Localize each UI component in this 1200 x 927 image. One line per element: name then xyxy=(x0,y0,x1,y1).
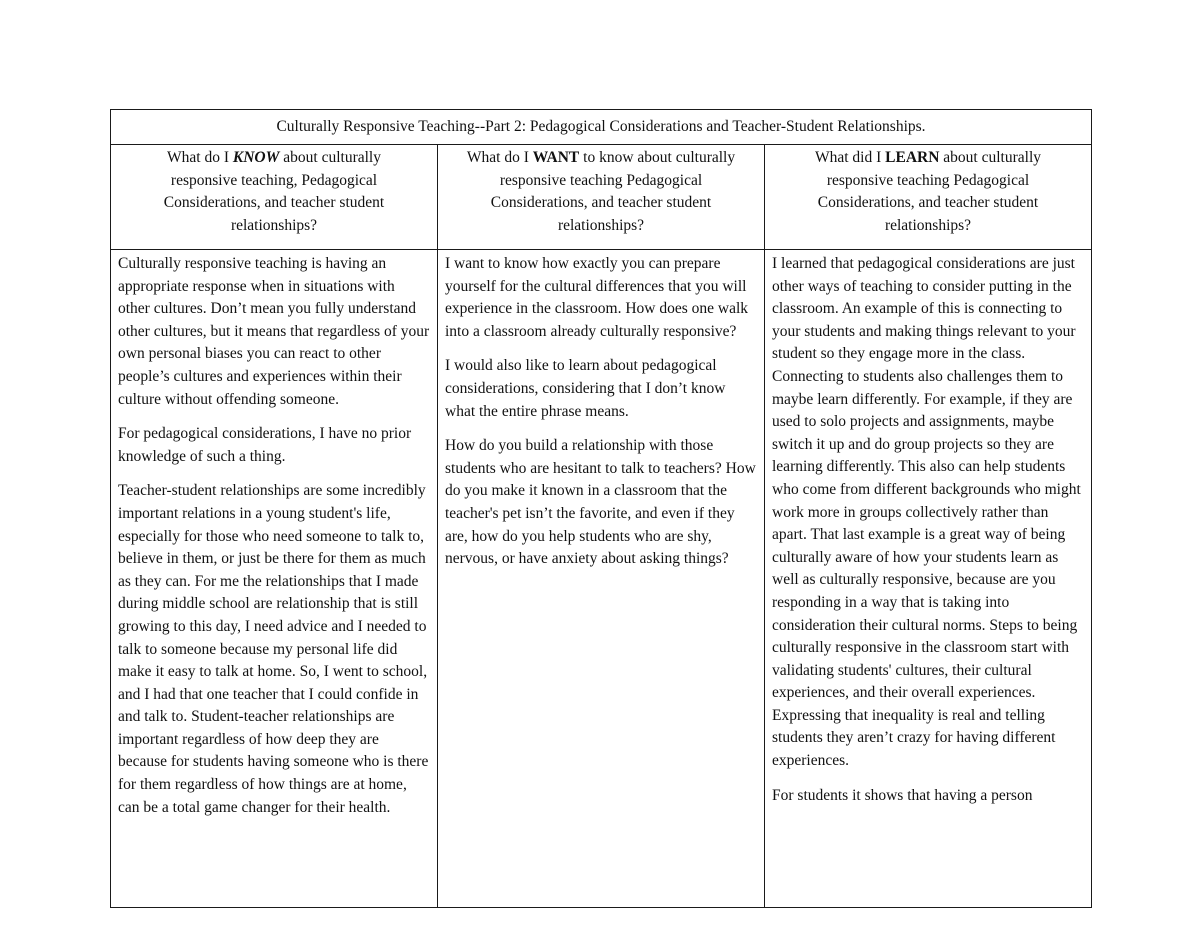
want-keyword: WANT xyxy=(532,149,580,166)
kwl-table xyxy=(110,109,1092,908)
know-paragraph-1: Culturally responsive teaching is having an appropriate response when in situations with other cultures. Don’t mean you fully understand other cultures, but it means that regardless of your own personal biases you can react to other people’s cultures and experiences within their culture without offending someone. xyxy=(118,255,430,408)
content-row xyxy=(111,250,1092,908)
know-column-header xyxy=(111,145,438,250)
want-paragraph-3: How do you build a relationship with those students who are hesitant to talk to teachers? How do you make it known in a classroom that the teacher's pet isn’t the favorite, and even if they are, how do you help students who are shy, nervous, or have anxiety about asking things? xyxy=(445,437,756,568)
know-column-body xyxy=(111,250,438,908)
learn-header-suffix: about culturally responsive teaching Pedagogical Considerations, and teacher student relationships? xyxy=(817,149,1042,234)
know-header-prefix: What do I xyxy=(167,149,233,166)
header-row xyxy=(111,145,1092,250)
know-paragraph-2: For pedagogical considerations, I have no prior knowledge of such a thing. xyxy=(118,425,412,465)
want-column-body xyxy=(438,250,765,908)
know-header-suffix: about culturally responsive teaching, Pedagogical Considerations, and teacher student relationships? xyxy=(163,149,385,234)
table-title: Culturally Responsive Teaching--Part 2: Pedagogical Considerations and Teacher-Student Relationships. xyxy=(111,110,1092,145)
want-paragraph-1: I want to know how exactly you can prepare yourself for the cultural differences that you will experience in the classroom. How does one walk into a classroom already culturally responsive? xyxy=(445,255,749,340)
learn-column-body xyxy=(765,250,1092,908)
know-paragraph-3: Teacher-student relationships are some incredibly important relations in a young student's life, especially for those who need someone to talk to, believe in them, or just be there for them as much as they can. For me the relationships that I made during middle school are relationship that is still growing to this day, I need advice and I needed to talk to someone because my personal life did make it easy to talk at home. So, I went to school, and I had that one teacher that I could confide in and talk to. Student-teacher relationships are important regardless of how deep they are because for students having someone who is there for them regardless of how things are at home, can be a total game changer for their health. xyxy=(118,482,429,816)
learn-keyword: LEARN xyxy=(885,149,940,166)
want-paragraph-2: I would also like to learn about pedagogical considerations, considering that I don’t know what the entire phrase means. xyxy=(445,357,726,420)
want-column-header xyxy=(438,145,765,250)
learn-column-header xyxy=(765,145,1092,250)
want-header-suffix: to know about culturally responsive teaching Pedagogical Considerations, and teacher student relationships? xyxy=(490,149,736,234)
learn-paragraph-2: For students it shows that having a person xyxy=(772,786,1033,804)
want-header-prefix: What do I xyxy=(466,149,533,166)
know-keyword: KNOW xyxy=(232,149,280,166)
title-row xyxy=(111,110,1092,145)
learn-paragraph-1: I learned that pedagogical considerations are just other ways of teaching to consider putting in the classroom. An example of this is connecting to your students and making things relevant to your student so they engage more in the class. Connecting to students also challenges them to maybe learn differently. For example, if they are used to solo projects and assignments, maybe switch it up and do group projects so they are learning differently. This also can help students who come from different backgrounds who might work more in groups collectively rather than apart. That last example is a great way of being culturally aware of how your students learn as well as culturally responsive, because are you responding in a way that is taking into consideration their cultural norms. Steps to being culturally responsive in the classroom start with validating students' cultures, their cultural experiences, and their overall experiences. Expressing that inequality is real and telling students they aren’t crazy for having different experiences. xyxy=(772,255,1081,770)
learn-header-prefix: What did I xyxy=(814,149,886,166)
